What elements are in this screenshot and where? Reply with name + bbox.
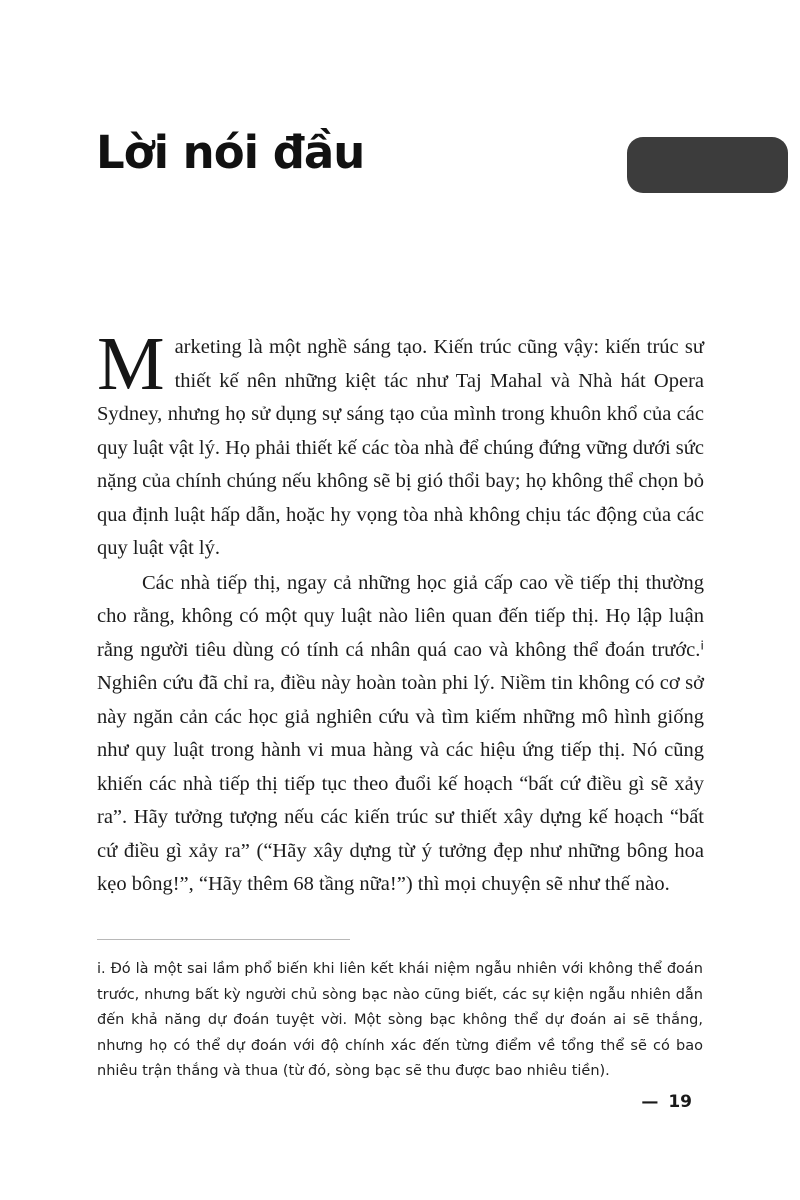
page-number-dash: —	[641, 1092, 659, 1112]
paragraph-2: Các nhà tiếp thị, ngay cả những học giả cấp cao về tiếp thị thường cho rằng, không có một quy luật nào liên quan đến tiếp thị. Họ lập luận rằng người tiêu dùng có tính cá nhân quá cao và không thể đoán trước.ⁱ Nghiên cứu đã chỉ ra, điều này hoàn toàn phi lý. Niềm tin không có cơ sở này ngăn cản các học giả nghiên cứu và tìm kiếm những mô hình giống như quy luật trong hành vi mua hàng và các hiệu ứng tiếp thị. Nó cũng khiến các nhà tiếp thị tiếp tục theo đuổi kế hoạch “bất cứ điều gì sẽ xảy ra”. Hãy tưởng tượng nếu các kiến trúc sư thiết xây dựng kế hoạch “bất cứ điều gì xảy ra” (“Hãy xây dựng từ ý tưởng đẹp như những bông hoa kẹo bông!”, “Hãy thêm 68 tầng nữa!”) thì mọi chuyện sẽ như thế nào.	[97, 571, 704, 895]
page-title: Lời nói đầu	[96, 126, 365, 179]
footnote-divider	[97, 939, 350, 940]
chapter-tab-decoration	[627, 137, 788, 193]
body-text	[97, 322, 704, 902]
page-number	[641, 1092, 692, 1112]
footnote-text: i. Đó là một sai lầm phổ biến khi liên kết khái niệm ngẫu nhiên với không thể đoán trước, nhưng bất kỳ người chủ sòng bạc nào cũng biết, các sự kiện ngẫu nhiên dẫn đến khả năng dự đoán tuyệt vời. Một sòng bạc không thể dự đoán ai sẽ thắng, nhưng họ có thể dự đoán với độ chính xác đến từng điểm về tổng thể sẽ có bao nhiêu trận thắng và thua (từ đó, sòng bạc sẽ thu được bao nhiêu tiền).	[97, 961, 703, 1079]
paragraph-1-text: arketing là một nghề sáng tạo. Kiến trúc cũng vậy: kiến trúc sư thiết kế nên những kiệt tác như Taj Mahal và Nhà hát Opera Sydney, nhưng họ sử dụng sự sáng tạo của mình trong khuôn khổ của các quy luật vật lý. Họ phải thiết kế các tòa nhà để chúng đứng vững dưới sức nặng của chính chúng nếu không sẽ bị gió thổi bay; họ không thể chọn bỏ qua định luật hấp dẫn, hoặc hy vọng tòa nhà không chịu tác động của các quy luật vật lý.	[97, 336, 704, 559]
drop-cap: M	[97, 322, 165, 406]
footnote-section	[97, 939, 703, 1085]
page-number-value: 19	[668, 1092, 692, 1112]
paragraph-1	[97, 322, 704, 566]
